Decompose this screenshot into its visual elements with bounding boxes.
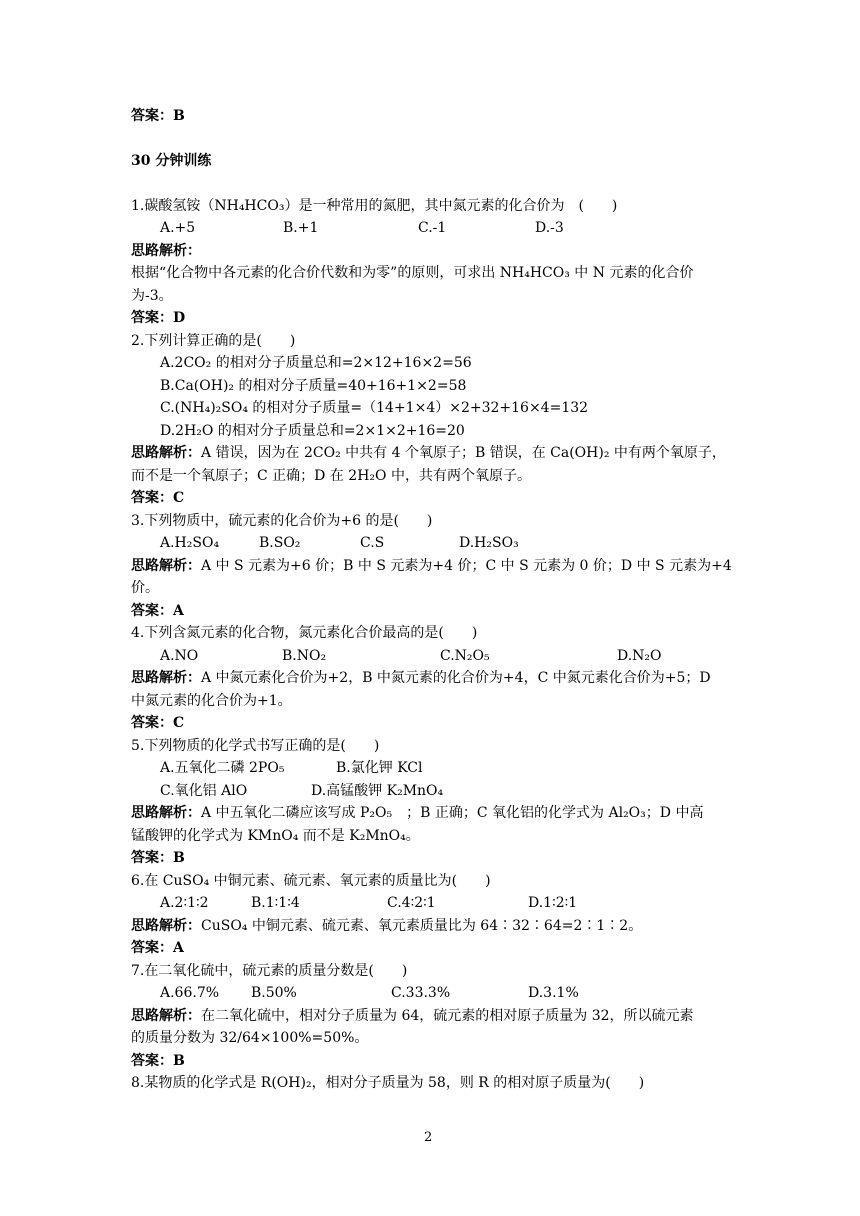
q6-analysis-line-1: 思路解析：CuSO₄ 中铜元素、硫元素、氧元素质量比为 64∶32∶64=2∶1∶2。	[131, 918, 643, 934]
q3-option-c: C.S	[360, 535, 385, 551]
q7-option-c: C.33.3%	[391, 985, 451, 1001]
q2-analysis-line-2: 而不是一个氧原子；C 正确；D 在 2H₂O 中，共有两个氧原子。	[131, 468, 531, 484]
q1-analysis-label: 思路解析：	[131, 243, 201, 259]
q6-answer: 答案：A	[131, 940, 184, 956]
question-4-stem: 4.下列含氮元素的化合物，氮元素化合价最高的是( )	[131, 625, 478, 641]
page-number: 2	[424, 1130, 433, 1145]
q5-option-c: C.氧化铝 AlO	[160, 783, 248, 799]
q7-analysis-line-1: 思路解析：在二氧化硫中，相对分子质量为 64，硫元素的相对原子质量为 32，所以硫元素	[131, 1008, 694, 1024]
q7-option-d: D.3.1%	[528, 985, 579, 1001]
q4-option-b: B.NO₂	[282, 648, 327, 664]
q1-analysis-line-1: 根据“化合物中各元素的化合价代数和为零”的原则，可求出 NH₄HCO₃ 中 N 元素的化合价	[131, 265, 694, 281]
q4-analysis-line-1: 思路解析：A 中氮元素化合价为+2，B 中氮元素的化合价为+4，C 中氮元素化合价为+5；D	[131, 670, 711, 686]
question-8-stem: 8.某物质的化学式是 R(OH)₂，相对分子质量为 58，则 R 的相对原子质量为( )	[131, 1075, 645, 1091]
q7-answer: 答案：B	[131, 1053, 185, 1069]
q6-option-c: C.4∶2∶1	[387, 895, 436, 911]
q7-analysis-line-2: 的质量分数为 32/64×100%=50%。	[131, 1030, 369, 1046]
q4-option-c: C.N₂O₅	[440, 648, 490, 664]
q3-analysis-line-2: 价。	[131, 580, 159, 596]
q2-option-d: D.2H₂O 的相对分子质量总和=2×1×2+16=20	[160, 423, 465, 439]
q7-option-a: A.66.7%	[160, 985, 220, 1001]
q2-analysis-line-1: 思路解析：A 错误，因为在 2CO₂ 中共有 4 个氧原子；B 错误，在 Ca(OH)₂ 中有两个氧原子，	[131, 445, 726, 461]
q2-option-a: A.2CO₂ 的相对分子质量总和=2×12+16×2=56	[160, 355, 472, 371]
q1-analysis-line-2: 为-3。	[131, 288, 173, 304]
q2-option-c: C.(NH₄)₂SO₄ 的相对分子质量=（14+1×4）×2+32+16×4=132	[160, 400, 589, 416]
q1-option-c: C.-1	[418, 220, 447, 236]
q3-option-d: D.H₂SO₃	[459, 535, 519, 551]
question-5-stem: 5.下列物质的化学式书写正确的是( )	[131, 738, 380, 754]
top-answer: 答案：B	[131, 108, 185, 124]
q1-answer: 答案：D	[131, 310, 186, 326]
q5-answer: 答案：B	[131, 850, 185, 866]
q5-option-b: B.氯化钾 KCl	[336, 760, 423, 776]
question-3-stem: 3.下列物质中，硫元素的化合价为+6 的是( )	[131, 513, 433, 529]
q3-option-b: B.SO₂	[259, 535, 301, 551]
q2-answer: 答案：C	[131, 490, 185, 506]
question-1-stem: 1.碳酸氢铵（NH₄HCO₃）是一种常用的氮肥，其中氮元素的化合价为 ( )	[131, 198, 618, 214]
q4-option-a: A.NO	[160, 648, 199, 664]
q4-answer: 答案：C	[131, 715, 185, 731]
q5-analysis-line-1: 思路解析：A 中五氧化二磷应该写成 P₂O₅ ；B 正确；C 氧化铝的化学式为 Al₂O₃；D 中高	[131, 805, 704, 821]
q6-option-b: B.1∶1∶4	[251, 895, 300, 911]
q1-option-d: D.-3	[535, 220, 564, 236]
q7-option-b: B.50%	[251, 985, 297, 1001]
q4-option-d: D.N₂O	[617, 648, 662, 664]
question-6-stem: 6.在 CuSO₄ 中铜元素、硫元素、氧元素的质量比为( )	[131, 873, 491, 889]
q5-analysis-line-2: 锰酸钾的化学式为 KMnO₄ 而不是 K₂MnO₄。	[131, 828, 420, 844]
q6-option-a: A.2∶1∶2	[160, 895, 209, 911]
q5-option-d: D.高锰酸钾 K₂MnO₄	[311, 783, 444, 799]
q5-option-a: A.五氧化二磷 2PO₅	[160, 760, 285, 776]
q3-option-a: A.H₂SO₄	[160, 535, 220, 551]
q4-analysis-line-2: 中氮元素的化合价为+1。	[131, 693, 292, 709]
q1-option-b: B.+1	[283, 220, 319, 236]
section-title: 30 分钟训练	[131, 153, 212, 169]
q3-answer: 答案：A	[131, 603, 184, 619]
q3-analysis-line-1: 思路解析：A 中 S 元素为+6 价；B 中 S 元素为+4 价；C 中 S 元素为 0 价；D 中 S 元素为+4	[131, 558, 732, 574]
q1-option-a: A.+5	[160, 220, 196, 236]
q6-option-d: D.1∶2∶1	[528, 895, 578, 911]
question-2-stem: 2.下列计算正确的是( )	[131, 333, 296, 349]
question-7-stem: 7.在二氧化硫中，硫元素的质量分数是( )	[131, 963, 408, 979]
q2-option-b: B.Ca(OH)₂ 的相对分子质量=40+16+1×2=58	[160, 378, 467, 394]
